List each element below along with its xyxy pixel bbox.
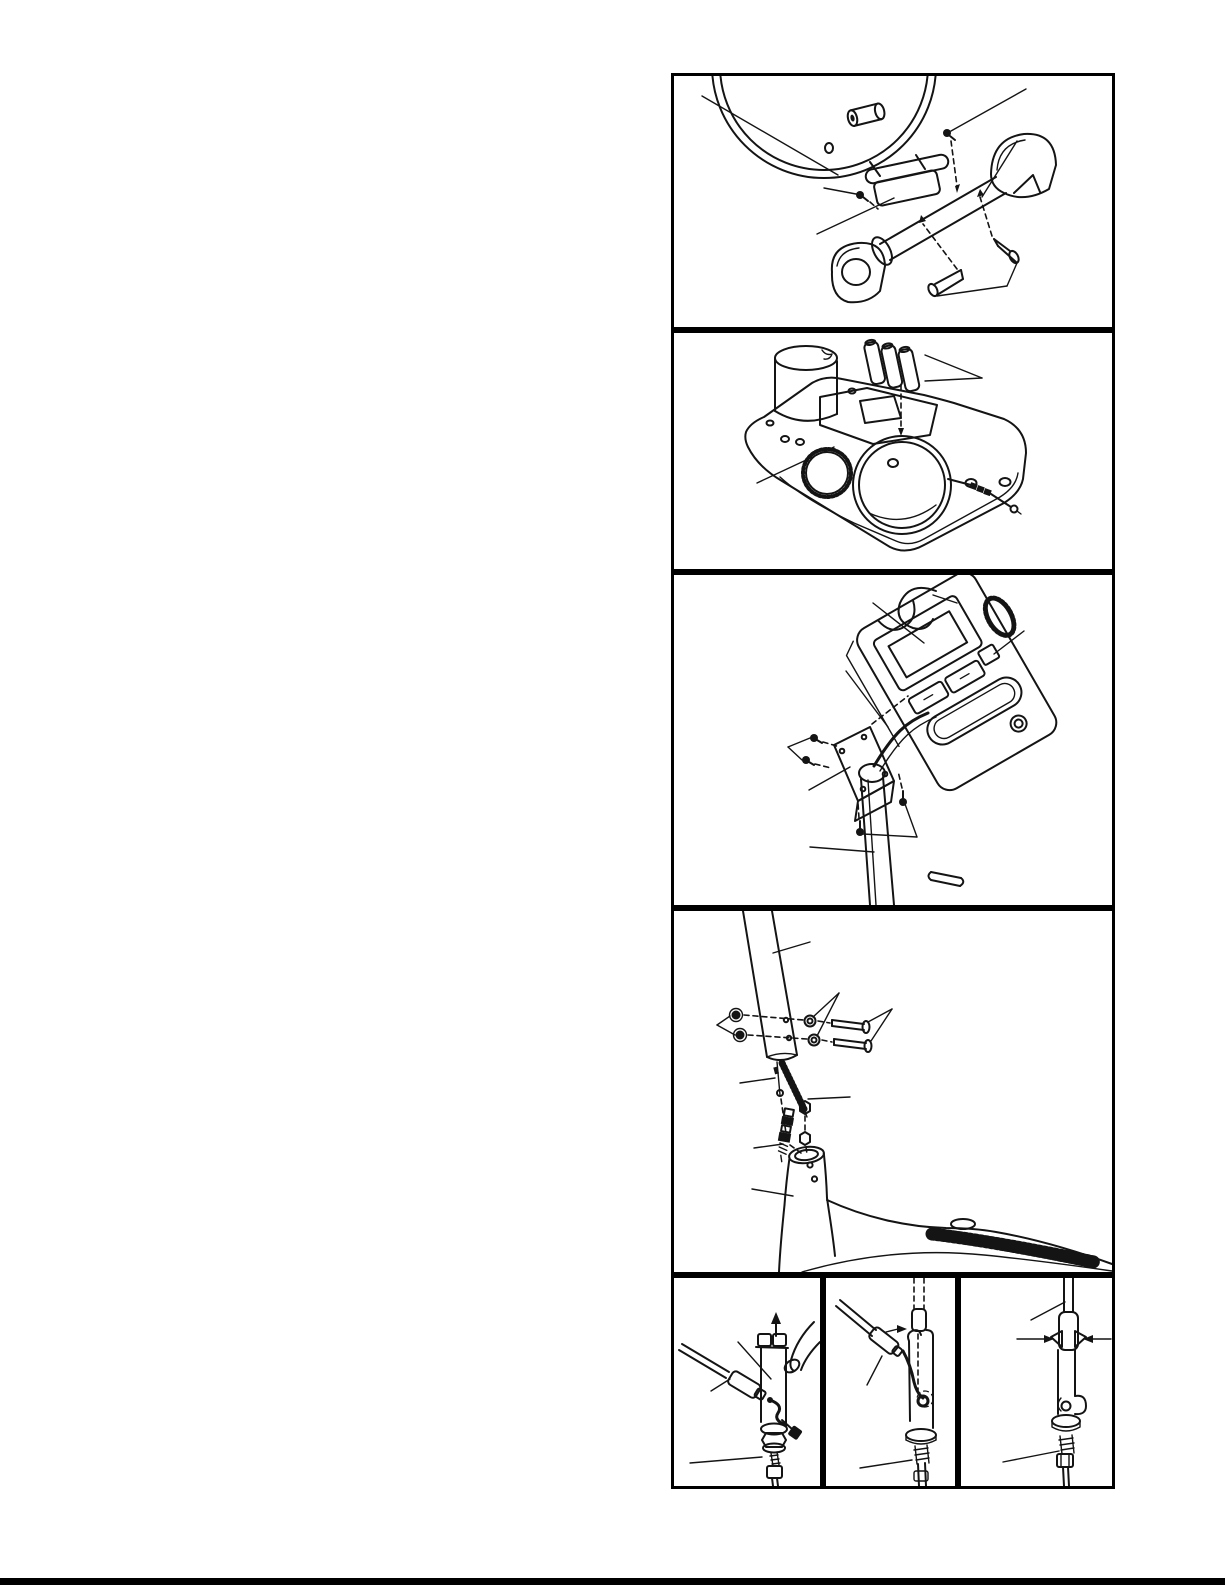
cable-hook-detail-2-illustration — [826, 1278, 955, 1486]
locknut-stack — [906, 1429, 936, 1464]
dashed-rod-path — [912, 1278, 926, 1390]
console-button — [978, 644, 1000, 665]
console-battery-illustration — [674, 333, 1112, 569]
figure-panel-1 — [671, 73, 1115, 330]
hook-bracket — [908, 1330, 933, 1428]
locknut-stack — [761, 1424, 787, 1467]
lower-cable — [767, 1466, 782, 1486]
small-screw-icon — [943, 129, 960, 193]
rear-foot-stub — [929, 872, 964, 886]
crank-bolt-icon — [846, 102, 886, 126]
figure-panel-6 — [823, 1275, 958, 1489]
figure-panel-4 — [671, 908, 1115, 1275]
leader-lines — [860, 1356, 912, 1468]
coiled-cable-icon — [853, 436, 951, 534]
plate-screw-icon — [788, 734, 840, 768]
cable-hook-detail-1-illustration — [674, 1278, 820, 1486]
long-screw-icon — [977, 189, 1021, 265]
upright-cable-illustration — [674, 911, 1112, 1272]
bolt-icon — [818, 1009, 892, 1052]
stabilizer-assembly-illustration — [674, 76, 1112, 327]
up-arrow-icon — [771, 1312, 781, 1336]
cup-holder-icon — [775, 346, 837, 421]
console-mounting-illustration — [674, 575, 1112, 905]
callout-v-lines — [937, 263, 1017, 296]
lower-cable — [1057, 1454, 1073, 1486]
figure-panel-5 — [671, 1275, 823, 1489]
cable-ferrule-icon — [679, 1344, 786, 1425]
down-arrow-icon — [898, 428, 904, 436]
frame-shroud — [779, 1198, 1112, 1272]
left-foot-cap-icon — [832, 243, 885, 302]
hook-bracket — [1058, 1350, 1086, 1414]
display-screen — [889, 611, 968, 677]
right-arrow-icon — [886, 1325, 907, 1333]
clevis-wings — [1051, 1331, 1086, 1347]
figure-panel-7 — [958, 1275, 1115, 1489]
tension-bracket — [756, 1334, 788, 1426]
cable-connector-icon — [774, 1108, 795, 1162]
console-icon — [839, 575, 1074, 803]
battery-callout-lines — [925, 355, 982, 381]
leader-lines — [1003, 1302, 1065, 1462]
long-screw-icon — [919, 215, 963, 298]
leader-lines — [690, 1342, 771, 1463]
round-button-icon — [1008, 713, 1030, 735]
locknut-stack — [1052, 1415, 1080, 1454]
figure-panel-3 — [671, 572, 1115, 908]
leader-line — [757, 447, 834, 483]
cable-alignment-detail-illustration — [961, 1278, 1112, 1486]
clamp-base-icon — [873, 170, 941, 207]
right-foot-cap-icon — [991, 134, 1056, 197]
page-bottom-scan-edge — [0, 1578, 1225, 1585]
clamp-bracket-icon — [864, 153, 949, 184]
resistance-knob-icon — [803, 449, 851, 497]
figure-panel-2 — [671, 330, 1115, 572]
inward-arrow-icons — [1017, 1335, 1111, 1343]
lower-cable — [914, 1463, 928, 1486]
